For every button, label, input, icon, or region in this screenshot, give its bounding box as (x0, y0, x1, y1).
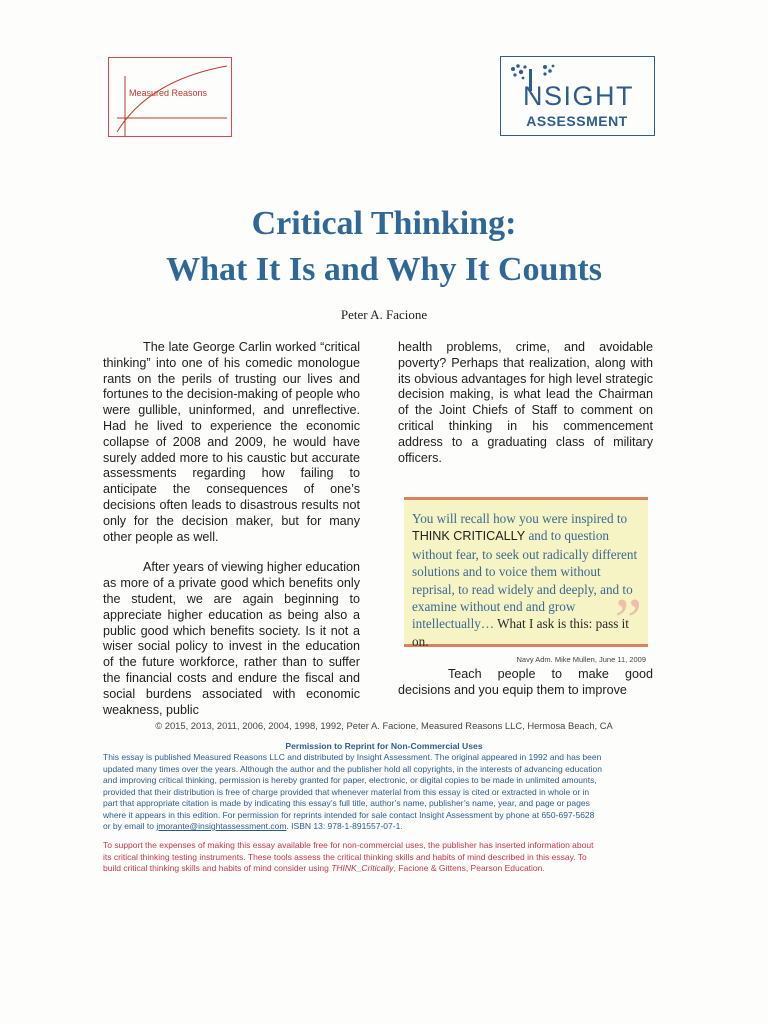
permission-line: part that appropriate citation is made by indicating this essay’s full title, author’s name, publisher’s name, year, and page or pages (103, 798, 590, 808)
permission-last-post: . ISBN 13: 978-1-891557-07-1. (286, 821, 403, 831)
support-line: To support the expenses of making this essay available free for non-commercial uses, the publisher has inserted information about (103, 840, 594, 850)
copyright-line: © 2015, 2013, 2011, 2006, 2004, 1998, 1992, Peter A. Facione, Measured Reasons LLC, Hermosa Beach, CA (155, 720, 613, 731)
assessment-word: ASSESSMENT (526, 113, 628, 129)
quote-pre: You will recall how you were inspired to (412, 511, 628, 526)
permission-line: updated many times over the years. Although the author and the publisher hold all copyrights, in the interests of advancing education (103, 763, 602, 774)
permission-heading: Permission to Reprint for Non-Commercial Uses (285, 741, 483, 751)
permission-text (103, 752, 656, 833)
body-right-column (398, 340, 653, 466)
author: Peter A. Facione (340, 307, 428, 322)
pull-quote-box (404, 497, 648, 655)
title-line-2: What It Is and Why It Counts (166, 251, 602, 288)
book-title: THINK_Critically (331, 863, 394, 873)
logo-graph-icon (109, 58, 233, 138)
pull-quote-text (412, 510, 644, 655)
title-line-1: Critical Thinking: (251, 205, 517, 242)
measured-reasons-logo (108, 57, 232, 137)
permission-line: This essay is published Measured Reasons LLC and distributed by Insight Assessment. The original appeared in 1992 and has been (103, 752, 602, 762)
paragraph-2: After years of viewing higher education as more of a private good which benefits only the student, we are again beginning to appreciate higher education as being also a public good which benefits society. Is it not a wiser social policy to invest in the education of the future workforce, rather than to suffer the financial costs and endure the fiscal and social burdens associated with economic weakness, public (103, 560, 361, 717)
permission-line: provided that their distribution is free of charge provided that whenever material from this essay is cited or extracted in whole or in (103, 786, 590, 797)
quote-attribution: Navy Adm. Mike Mullen, June 11, 2009 (516, 655, 646, 664)
paragraph-3: health problems, crime, and avoidable poverty? Perhaps that realization, along with its obvious advantages for high level strategic decision making, is what lead the Chairman of the Joint Chiefs of Staff to comment on critical thinking in his commencement address to a graduating class of military officers. (398, 340, 653, 465)
closing-quote-icon: ” (614, 587, 642, 655)
insight-assessment-logo (500, 56, 655, 136)
paragraph-1: The late George Carlin worked “critical thinking” into one of his comedic monologue rants on the perils of trusting our lives and fortunes to the decision-making of people who were gullible, uninformed, and unreflective. Had he lived to experience the economic collapse of 2008 and 2009, he would have surely added more to his caustic but accurate assessments regarding how failing to anticipate the consequences of one’s decisions often leads to disastrous results not only for the decision maker, but for many other people as well. (103, 340, 360, 544)
body-right-column-continued (398, 667, 653, 699)
insight-word: NSIGHT (523, 81, 635, 111)
support-line-last (103, 863, 656, 875)
paragraph-4: Teach people to make good decisions and you equip them to improve (398, 667, 653, 697)
support-text (103, 840, 656, 875)
support-last-post: , Facione & Gittens, Pearson Education. (393, 863, 545, 873)
support-last-pre: build critical thinking skills and habits of mind consider using (103, 863, 332, 873)
quote-last-line: What I ask is this: pass it on. (412, 616, 629, 649)
permission-line: and improving critical thinking, permission is hereby granted for paper, electronic, or digital copies to be made in unlimited amounts, (103, 775, 597, 785)
permission-line: where it appears in this edition. For permission for reprints intended for sale contact Insight Assessment by phone at 650-697-5628 (103, 809, 595, 820)
email-link[interactable]: jmorante@insightassessment.com (156, 821, 287, 831)
quote-post: and to question without fear, to seek out radically different solutions and to voice them without reprisal, to read widely and deeply, and to examine without end and grow intellectually… (412, 528, 638, 632)
permission-last-pre: or by email to (103, 821, 157, 831)
permission-line-last (103, 821, 656, 833)
body-left-column (103, 340, 360, 718)
quote-emphasis: THINK CRITICALLY (412, 529, 526, 544)
measured-reasons-label: Measured Reasons (129, 88, 208, 98)
support-line: its critical thinking testing instruments. These tools assess the critical thinking skills and habits of mind described in this essay. To (103, 851, 587, 862)
